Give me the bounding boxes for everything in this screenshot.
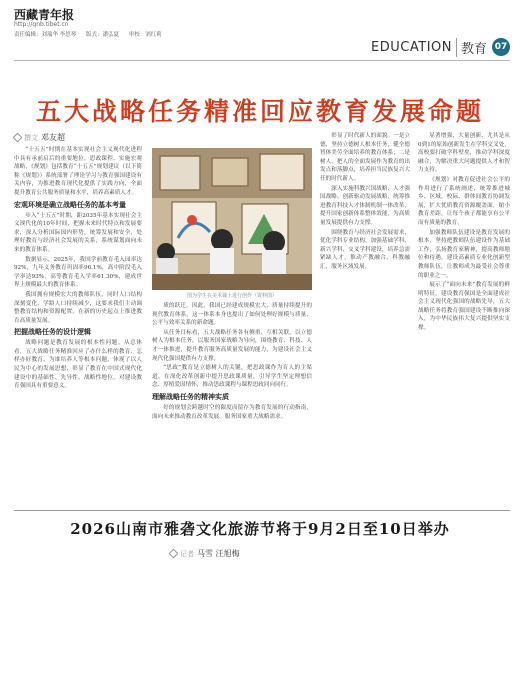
byline-tag: 记者	[180, 549, 194, 558]
photo-caption: 图为学生在美术课上进行创作（资料图）	[186, 293, 277, 299]
body-paragraph: “十五五”时期在基本实现社会主义现代化进程中具有承前启后的重要地位。思政课程、实施宏观战略，《规划》包括教育“十五五”规划建议（以下简称《规划》）系统部署了理论学习与教育强国建设有关内容，为推进教育现代化提供了实践方向，全面提升教育公共服务质量和水平，培养高素质人才。	[14, 147, 142, 196]
pen-icon	[169, 549, 179, 559]
byline-tag: 撰文	[24, 133, 38, 142]
section-name-cn: 教育	[456, 38, 487, 57]
body-paragraph: 战略问题是教育发展的根本性问题。从总体看，五大战略任务精准回应了办什么样的教育、怎样办好教育、为谁培养人等根本问题，体现了以人民为中心的发展思想，彰显了教育在中国式现代化建设中的基础性、先导性、战略性地位，对建设教育强国具有重要意义。	[14, 340, 142, 390]
body-paragraph: 我国拥有规模宏大的教师队伍，同时人口结构深刻变化，学龄人口持续减少，这要求我们主动调整教育结构和资源配置，在新的历史起点上推进教育高质量发展。	[14, 291, 142, 324]
editor-credit: 版式：潘弘夏	[86, 32, 120, 38]
article-column-2	[152, 302, 312, 502]
section-label	[371, 36, 510, 58]
body-paragraph: “思政”教育是立德树人的关键，把思政课作为育人的主渠道，在深化改革创新中提升思政课质量，引导学生坚定理想信念、厚植爱国情怀，推动思政课程与课程思政同向同行。	[152, 365, 312, 389]
body-paragraph: 从任务目标看，五大战略任务各有侧重、互相关联，以立德树人为根本任务，以服务国家战略为导向，围绕教育、科技、人才一体推进，提升教育服务高质量发展的能力，为建设社会主义现代化强国提供有力支撑。	[152, 329, 312, 362]
body-paragraph: 好的规划会跨越时空的限度而留存为教育发展的行动指南，面向未来推动教育改革发展，服务国家重大战略需求。	[152, 404, 312, 420]
body-paragraph: 展示了“面向未来”教育发展的鲜明特征。建设教育强国是全面建成社会主义现代化强国的战略先导，五大战略任务将教育强国建设不断推向深入，为中华民族伟大复兴提供坚实支撑。	[418, 282, 510, 332]
section-subhead: 宏观环境是确立战略任务的基本考量	[14, 200, 126, 209]
section-subhead: 把握战略任务的设计逻辑	[14, 328, 91, 337]
body-paragraph: 数据显示，2025年，我国学前教育毛入园率达92%，九年义务教育巩固率96.1%，高中阶段毛入学率达93%，高等教育毛入学率61.30%，建成世界上规模最大的教育体系。	[14, 256, 142, 289]
author-name: 邓友超	[41, 133, 65, 142]
article-photo	[152, 148, 312, 290]
article-column-4	[418, 132, 510, 502]
editor-credits	[14, 30, 170, 38]
editor-credit: 审校：刘红莉	[128, 32, 162, 38]
pen-icon	[13, 133, 23, 143]
article-divider	[14, 510, 510, 511]
body-paragraph: 深入实施科教兴国战略、人才强国战略、创新驱动发展战略，统筹推进教育科技人才体制机制一体改革，提升国家创新体系整体效能，为高质量发展提供有力支撑。	[320, 185, 410, 226]
section-name-en: EDUCATION	[371, 39, 452, 55]
article-column-3	[320, 132, 410, 502]
masthead	[0, 0, 520, 66]
body-paragraph: 《规划》对教育促进社会公平的作用进行了系统阐述，统筹推进城乡、区域、校际、群体间教育协调发展，扩大优质教育资源覆盖面，缩小教育差距，让每个孩子都能享有公平而有质量的教育。	[418, 176, 510, 226]
masthead-divider	[14, 60, 510, 61]
article-headline: 五大战略任务精准回应教育发展命题	[35, 97, 484, 126]
author-name: 马雪 汪旭梅	[197, 549, 240, 558]
body-paragraph: 显著增强，大量创新、尤其是从0到1的原始创新发生在学科交叉处，高校要打破学科壁垒，推动学科深度融合，为解决重大问题提供人才和智力支持。	[418, 133, 510, 174]
body-paragraph: 彰显了时代新人的面貌。一是立德，坚持立德树人根本任务，健全德智体美劳全面培养的教育体系；二是树人，把人的全面发展作为教育的出发点和落脚点，培养担当民族复兴大任的时代新人。	[320, 133, 410, 182]
article2-headline: 2026山南市雅砻文化旅游节将于9月2日至10日举办	[70, 520, 450, 538]
article2-byline	[170, 548, 240, 559]
article-column-1	[14, 146, 142, 502]
newspaper-brand: 西藏青年报	[14, 8, 75, 22]
body-paragraph: 步入“十五五”时期，距2035年基本实现社会主义现代化的10年时间，把握未来时代特点和发展要求，深入分析国际国内形势，统筹发展和安全，处理好教育与经济社会发展的关系，系统谋划面向未来的教育体系。	[14, 212, 142, 253]
body-paragraph: 围绕教育与经济社会发展需求，优化学科专业结构，加强基础学科、新兴学科、交叉学科建设，培养急需紧缺人才，推动产教融合、科教融汇，服务区域发展。	[320, 229, 410, 270]
section-subhead: 理解战略任务的精神实质	[152, 392, 229, 401]
newspaper-url[interactable]: http://qnb.tibet.cn	[14, 21, 69, 28]
classroom-painting-photo	[152, 148, 312, 290]
body-paragraph: 加强教师队伍建设是教育发展的根本，坚持把教师队伍建设作为基础工作，弘扬教育家精神，提高教师地位和待遇，建设高素质专业化创新型教师队伍，让教师成为最受社会尊重的职业之一。	[418, 229, 510, 279]
editor-credit: 责任编辑：刘瑞华 李思琴	[14, 32, 77, 38]
page-number-badge: 07	[492, 38, 510, 56]
article-byline	[14, 132, 65, 143]
body-paragraph: 质的跃迁。因此，我国已经建成规模宏大、质量持续提升的现代教育体系，这一体系本身也提出了如何处理好规模与质量、公平与效率关系的新命题。	[152, 303, 312, 327]
